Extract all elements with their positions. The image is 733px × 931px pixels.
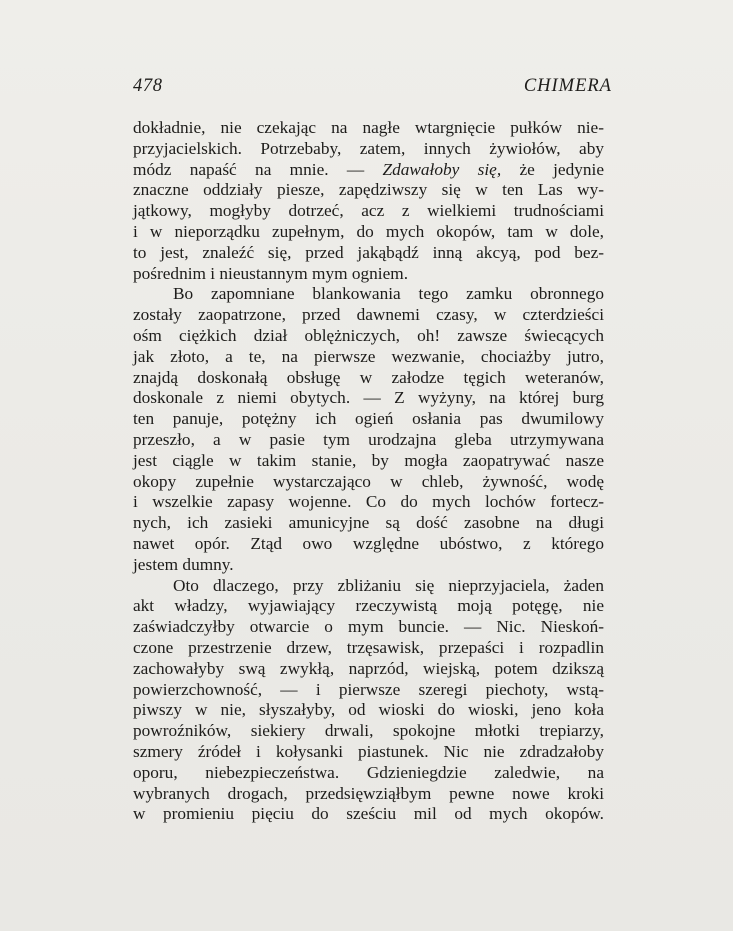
text-line: okopy zupełnie wystarczająco w chleb, żywność, wodę — [133, 471, 604, 491]
emphasized-text: Zdawałoby się, — [382, 159, 502, 179]
text-line: i wszelkie zapasy wojenne. Co do mych lochów fortecz- — [133, 492, 604, 512]
text-line: ten panuje, potężny ich ogień osłania pas dwumilowy — [133, 409, 604, 429]
text-line: i w nieporządku zupełnym, do mych okopów, tam w dole, — [133, 221, 604, 241]
text-line: ośm ciężkich dział oblężniczych, oh! zawsze świecących — [133, 325, 604, 345]
text-line: nawet opór. Ztąd owo względne ubóstwo, z którego — [133, 533, 604, 553]
text-line: to jest, znaleźć się, przed jakąbądź inną akcyą, pod bez- — [133, 242, 604, 262]
text-line: nych, ich zasieki amunicyjne są dość zasobne na długi — [133, 513, 604, 533]
text-line: jest ciągle w takim stanie, by mogła zaopatrywać nasze — [133, 450, 604, 470]
running-title: CHIMERA — [523, 76, 612, 96]
page-number: 478 — [133, 76, 163, 96]
text-line: jestem dumny. — [133, 554, 234, 574]
text-line: akt władzy, wyjawiający rzeczywistą moją potęgę, nie — [133, 596, 604, 616]
text-line: piwszy w nie, słyszałyby, od wioski do wioski, jeno koła — [133, 700, 604, 720]
text-line: w promieniu pięciu do sześciu mil od mych okopów. — [133, 804, 604, 824]
text-line: przyjacielskich. Potrzebaby, zatem, innych żywiołów, aby — [133, 138, 604, 158]
text-line: czone przestrzenie drzew, trzęsawisk, przepaści i rozpadlin — [133, 637, 604, 657]
text-segment: że jedynie — [501, 159, 604, 179]
text-line: zostały zaopatrzone, przed dawnemi czasy, w czterdzieści — [133, 305, 604, 325]
text-line: Oto dlaczego, przy zbliżaniu się nieprzyjaciela, żaden — [173, 575, 604, 595]
text-line: szmery źródeł i kołysanki piastunek. Nic nie zdradzałoby — [133, 741, 604, 761]
body-text — [133, 118, 604, 825]
text-line: Bo zapomniane blankowania tego zamku obronnego — [173, 284, 604, 304]
text-line: zaświadczyłby otwarcie o mym buncie. — Nic. Nieskoń- — [133, 617, 604, 637]
text-line: przeszło, a w pasie tym urodzajna gleba utrzymywana — [133, 429, 604, 449]
text-line: doskonale z niemi obytych. — Z wyżyny, na której burg — [133, 388, 604, 408]
text-line: powierzchowność, — i pierwsze szeregi piechoty, wstą- — [133, 679, 604, 699]
text-line: pośrednim i nieustannym mym ogniem. — [133, 263, 409, 283]
text-segment: módz napaść na mnie. — — [133, 159, 383, 179]
text-line: dokładnie, nie czekając na nagłe wtargnięcie pułków nie- — [133, 118, 604, 137]
text-line: znajdą doskonałą obsługę w załodze tęgich weteranów, — [133, 367, 604, 387]
text-line: jątkowy, mogłyby dotrzeć, acz z wielkiemi trudnościami — [133, 201, 604, 221]
text-line: jak złoto, a te, na pierwsze wezwanie, chociażby jutro, — [133, 346, 604, 366]
text-line: zachowałyby swą zwykłą, naprzód, wiejską, potem dzikszą — [133, 658, 604, 678]
page-header — [133, 76, 612, 100]
text-line — [133, 160, 604, 181]
text-line: powroźników, siekiery drwali, spokojne młotki trepiarzy, — [133, 721, 604, 741]
text-line: oporu, niebezpieczeństwa. Gdzieniegdzie zaledwie, na — [133, 762, 604, 782]
text-line: wybranych drogach, przedsięwziąłbym pewne nowe kroki — [133, 783, 604, 803]
text-line: znaczne oddziały piesze, zapędziwszy się w ten Las wy- — [133, 180, 604, 200]
